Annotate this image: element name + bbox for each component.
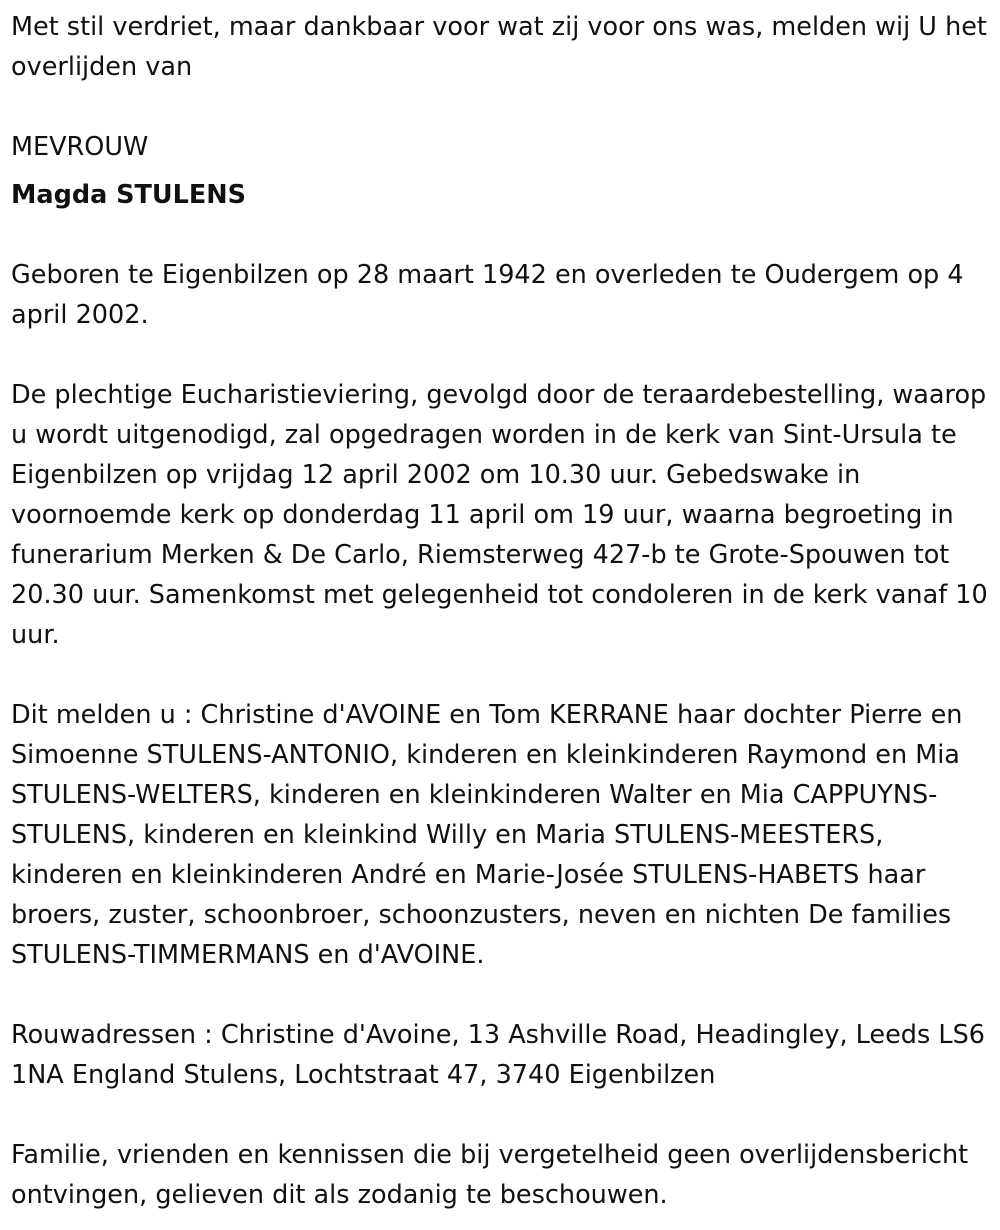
closing-text: Familie, vrienden en kennissen die bij vergetelheid geen overlijdensbericht ontvingen, gelieven dit als zodanig te beschouwen. [11,1140,969,1210]
addresses-text: Rouwadressen : Christine d'Avoine, 13 Ashville Road, Headingley, Leeds LS6 1NA England Stulens, Lochtstraat 47, 3740 Eigenbilzen [11,1020,985,1090]
family-text: Dit melden u : Christine d'AVOINE en Tom KERRANE haar dochter Pierre en Simoenne STULENS-ANTONIO, kinderen en kleinkinderen Raymond en Mia STULENS-WELTERS, kinderen en kleinkinderen Walter en Mia CAPPUYNS-STULENS, kinderen en kleinkind Willy en Maria STULENS-MEESTERS, kinderen en kleinkinderen André en Marie-Josée STULENS-HABETS haar broers, zuster, schoonbroer, schoonzusters, neven en nichten De families STULENS-TIMMERMANS en d'AVOINE. [11,700,963,970]
ceremony-text: De plechtige Eucharistieviering, gevolgd door de teraardebestelling, waarop u wordt uitgenodigd, zal opgedragen worden in de kerk van Sint-Ursula te Eigenbilzen op vrijdag 12 april 2002 om 10.30 uur. Gebedswake in voornoemde kerk op donderdag 11 april om 19 uur, waarna begroeting in funerarium Merken & De Carlo, Riemsterweg 427-b te Grote-Spouwen tot 20.30 uur. Samenkomst met gelegenheid tot condoleren in de kerk vanaf 10 uur. [11,380,988,650]
spacer [11,87,988,127]
birth-death-text: Geboren te Eigenbilzen op 28 maart 1942 en overleden te Oudergem op 4 april 2002. [11,260,964,330]
honorific: MEVROUW [11,132,149,162]
spacer [11,975,988,1015]
spacer [11,335,988,375]
deceased-name: Magda STULENS [11,180,247,210]
spacer [11,1095,988,1135]
spacer [11,655,988,695]
spacer [11,215,988,255]
intro-text: Met stil verdriet, maar dankbaar voor wat zij voor ons was, melden wij U het overlijden van [11,12,987,82]
